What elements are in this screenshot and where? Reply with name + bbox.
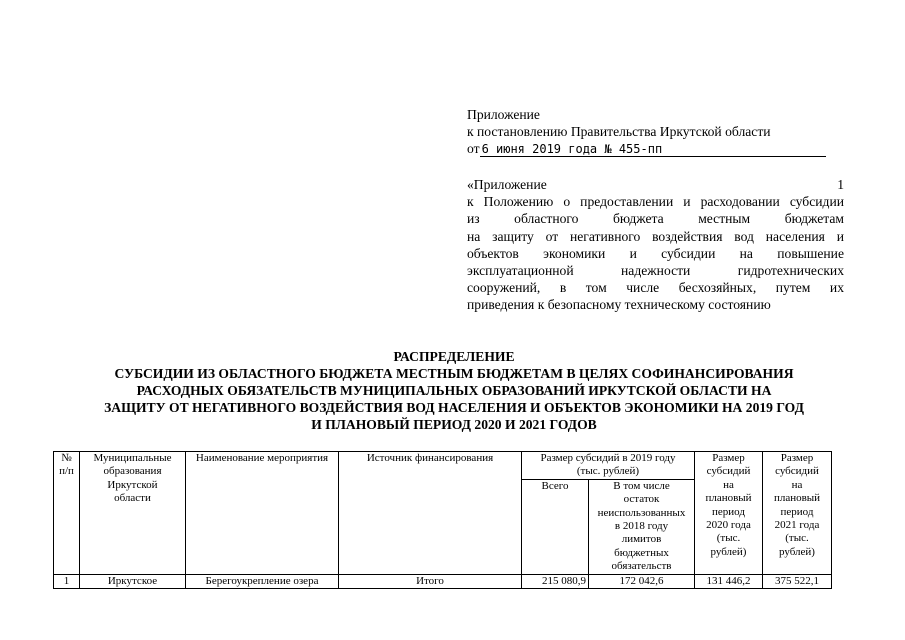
appendix-resolution: к постановлению Правительства Иркутской области (467, 124, 771, 139)
header-total: Всего (522, 479, 589, 574)
header-activity: Наименование мероприятия (186, 452, 339, 575)
cell-2021: 375 522,1 (763, 574, 832, 588)
cell-total: 215 080,9 (522, 574, 589, 588)
title-line: ЗАЩИТУ ОТ НЕГАТИВНОГО ВОЗДЕЙСТВИЯ ВОД НАСЕЛЕНИЯ И ОБЪЕКТОВ ЭКОНОМИКИ НА 2019 ГОД (104, 400, 804, 415)
appendix-1-line: приведения к безопасному техническому состоянию (467, 297, 771, 313)
cell-source: Итого (339, 574, 522, 588)
date-value: 6 июня 2019 года № 455-пп (480, 142, 826, 157)
appendix-1-line: к Положению о предоставлении и расходовании субсидии (467, 194, 844, 210)
document-title (40, 348, 868, 433)
appendix-1-line: на защиту от негативного воздействия вод населения и (467, 228, 844, 244)
appendix-label: Приложение (467, 107, 540, 122)
title-line: РАСХОДНЫХ ОБЯЗАТЕЛЬСТВ МУНИЦИПАЛЬНЫХ ОБРАЗОВАНИЙ ИРКУТСКОЙ ОБЛАСТИ НА (136, 383, 772, 398)
appendix-header (467, 106, 847, 157)
header-incl: В том числе остаток неиспользованных в 2018 году лимитов бюджетных обязательств (589, 479, 695, 574)
header-municipality: Муниципальные образования Иркутской области (80, 452, 186, 575)
appendix-date-line (467, 140, 847, 157)
appendix-1-header (467, 176, 844, 314)
appendix-1-line: «Приложение 1 (467, 177, 844, 192)
cell-activity: Берегоукрепление озера (186, 574, 339, 588)
appendix-1-line: объектов экономики и субсидии на повышение (467, 245, 844, 261)
header-row (54, 452, 832, 480)
title-line: И ПЛАНОВЫЙ ПЕРИОД 2020 И 2021 ГОДОВ (311, 417, 597, 432)
cell-num: 1 (54, 574, 80, 588)
date-prefix: от (467, 141, 480, 156)
title-line: РАСПРЕДЕЛЕНИЕ (393, 349, 515, 364)
cell-2020: 131 446,2 (695, 574, 763, 588)
appendix-1-line: эксплуатационной надежности гидротехнических (467, 263, 844, 279)
subsidy-table (53, 451, 832, 589)
header-source: Источник финансирования (339, 452, 522, 575)
header-2020: Размер субсидий на плановый период 2020 года (тыс. рублей) (695, 452, 763, 575)
appendix-1-line: из областного бюджета местным бюджетам (467, 211, 844, 227)
header-num: № п/п (54, 452, 80, 575)
cell-incl: 172 042,6 (589, 574, 695, 588)
header-subsidy-2019: Размер субсидий в 2019 году (тыс. рублей) (522, 452, 695, 480)
table-row (54, 574, 832, 588)
title-line: СУБСИДИИ ИЗ ОБЛАСТНОГО БЮДЖЕТА МЕСТНЫМ БЮДЖЕТАМ В ЦЕЛЯХ СОФИНАНСИРОВАНИЯ (114, 366, 794, 381)
header-2021: Размер субсидий на плановый период 2021 года (тыс. рублей) (763, 452, 832, 575)
appendix-1-line: сооружений, в том числе бесхозяйных, путем их (467, 280, 844, 296)
cell-municipality: Иркутское (80, 574, 186, 588)
